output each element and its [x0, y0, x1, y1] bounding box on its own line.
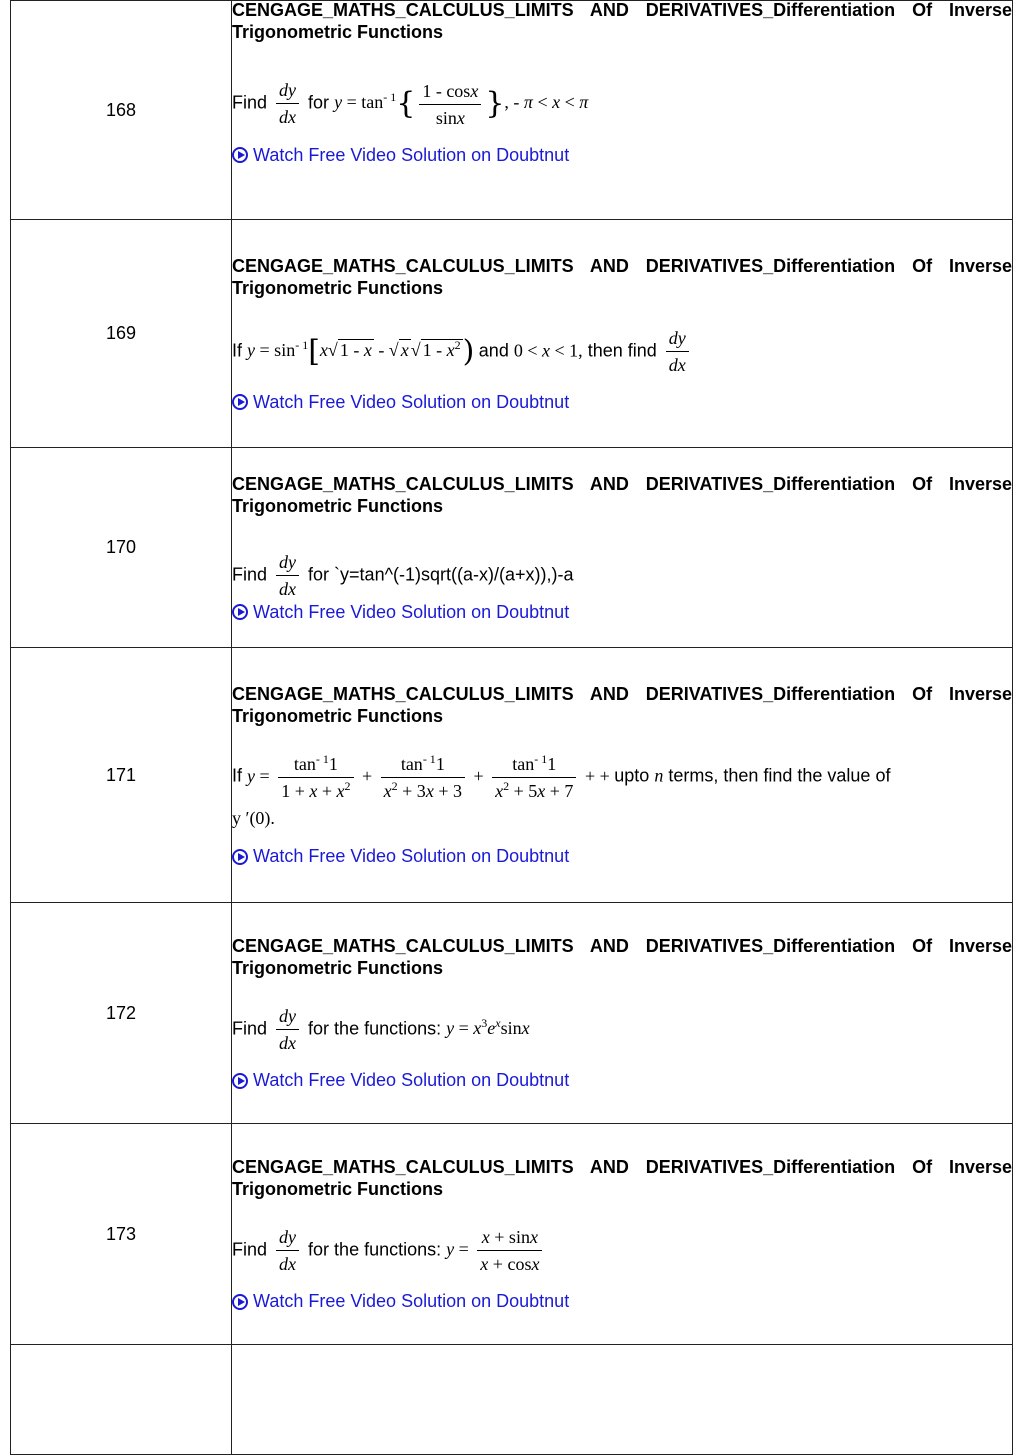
- play-circle-icon: [232, 1073, 248, 1089]
- watch-video-link[interactable]: Watch Free Video Solution on Doubtnut: [232, 392, 1012, 413]
- dy-dx-fraction: $\frac{dy}{dx}$: [276, 1003, 299, 1056]
- math-expression: y = $\frac{\tan^{- 1}1}{1 + x + x^2}$ + $\frac{\tan^{- 1}1}{x^2 + 3x + 3}$ + $\frac{\tan^{- 1}1}{x^2 + 5x + 7}$ + +: [247, 752, 615, 801]
- question-title: CENGAGE_MATHS_CALCULUS_LIMITS AND DERIVATIVES_Differentiation Of Inverse Trigonometric Functions: [232, 936, 1012, 978]
- play-circle-icon: [232, 147, 248, 163]
- play-circle-icon: [232, 1294, 248, 1310]
- question-title: CENGAGE_MATHS_CALCULUS_LIMITS AND DERIVATIVES_Differentiation Of Inverse Trigonometric Functions: [232, 0, 1012, 42]
- watch-video-link[interactable]: Watch Free Video Solution on Doubtnut: [232, 145, 1012, 166]
- question-cell: [232, 1, 1013, 220]
- question-number: 172: [11, 903, 232, 1124]
- play-circle-icon: [232, 394, 248, 410]
- math-expression: $y = \tan^{- 1}${ $\frac{1 - \cos x}{\sin x}$ }, - π < x < π: [334, 92, 588, 112]
- math-expression: $y = x^3e^x\sin x$: [446, 1016, 530, 1039]
- question-title: CENGAGE_MATHS_CALCULUS_LIMITS AND DERIVATIVES_Differentiation Of Inverse Trigonometric Functions: [232, 1156, 1012, 1199]
- table-row: [11, 1345, 1013, 1455]
- question-number: 170: [11, 448, 232, 648]
- question-text: Find $\frac{dy}{dx}$ for $y = \tan^{- 1}${ $\frac{1 - \cos x}{\sin x}$ }, - π < x < π: [232, 77, 1012, 131]
- question-cell: [232, 448, 1013, 648]
- question-sheet: [10, 0, 1013, 1448]
- question-number: 173: [11, 1124, 232, 1345]
- dy-dx-fraction: $\frac{dy}{dx}$: [276, 1224, 299, 1277]
- watch-video-link[interactable]: Watch Free Video Solution on Doubtnut: [232, 602, 1012, 623]
- play-circle-icon: [232, 849, 248, 865]
- watch-video-link[interactable]: Watch Free Video Solution on Doubtnut: [232, 1291, 1012, 1312]
- question-cell: [232, 1124, 1013, 1345]
- question-text: If y = $\frac{\tan^{- 1}1}{1 + x + x^2}$ + $\frac{\tan^{- 1}1}{x^2 + 3x + 3}$ + $\frac{\tan^{- 1}1}{x^2 + 5x + 7}$ + + upto n terms, then find the value of y ′(0).: [232, 751, 1012, 832]
- question-cell: [232, 220, 1013, 448]
- question-text: Find $\frac{dy}{dx}$ for the functions: $y = x^3e^x\sin x$: [232, 1003, 1012, 1056]
- question-cell: [232, 1345, 1013, 1455]
- math-condition: 0 < x < 1,: [513, 339, 583, 360]
- question-text: If $y = \sin^{- 1}[x√$ 1 - x - √ x √ $1 - x^2$) and 0 < x < 1, then find $\frac{dy}{dx}$: [232, 325, 1012, 378]
- question-title: CENGAGE_MATHS_CALCULUS_LIMITS AND DERIVATIVES_Differentiation Of Inverse Trigonometric Functions: [232, 473, 1012, 516]
- table-row: [11, 1, 1013, 220]
- question-text: Find $\frac{dy}{dx}$ for `y=tan^(-1)sqrt((a-x)/(a+x)),)-a: [232, 549, 1012, 602]
- question-number: [11, 1345, 232, 1455]
- table-row: [11, 903, 1013, 1124]
- question-text: Find $\frac{dy}{dx}$ for the functions: y = $\frac{x + \sin x}{x + \cos x}$: [232, 1224, 1012, 1278]
- math-result: y ′(0).: [232, 808, 275, 828]
- table-row: [11, 1124, 1013, 1345]
- question-cell: [232, 903, 1013, 1124]
- dy-dx-fraction: $\frac{dy}{dx}$: [276, 549, 299, 602]
- question-title: CENGAGE_MATHS_CALCULUS_LIMITS AND DERIVATIVES_Differentiation Of Inverse Trigonometric Functions: [232, 684, 1012, 726]
- math-expression: $y = \sin^{- 1}[x√$ 1 - x - √ x √ $1 - x^2$): [247, 333, 475, 369]
- question-title: CENGAGE_MATHS_CALCULUS_LIMITS AND DERIVATIVES_Differentiation Of Inverse Trigonometric Functions: [232, 255, 1012, 298]
- dy-dx-fraction: $\frac{dy}{dx}$: [276, 77, 299, 130]
- question-table: [10, 0, 1013, 1455]
- play-circle-icon: [232, 604, 248, 620]
- question-number: 168: [11, 1, 232, 220]
- table-row: [11, 220, 1013, 448]
- question-number: 169: [11, 220, 232, 448]
- math-expression: y = $\frac{x + \sin x}{x + \cos x}$: [446, 1239, 546, 1259]
- watch-video-link[interactable]: Watch Free Video Solution on Doubtnut: [232, 846, 1012, 867]
- dy-dx-fraction: $\frac{dy}{dx}$: [666, 325, 689, 378]
- watch-video-link[interactable]: Watch Free Video Solution on Doubtnut: [232, 1070, 1012, 1091]
- table-row: [11, 648, 1013, 903]
- question-number: 171: [11, 648, 232, 903]
- question-cell: [232, 648, 1013, 903]
- table-row: [11, 448, 1013, 648]
